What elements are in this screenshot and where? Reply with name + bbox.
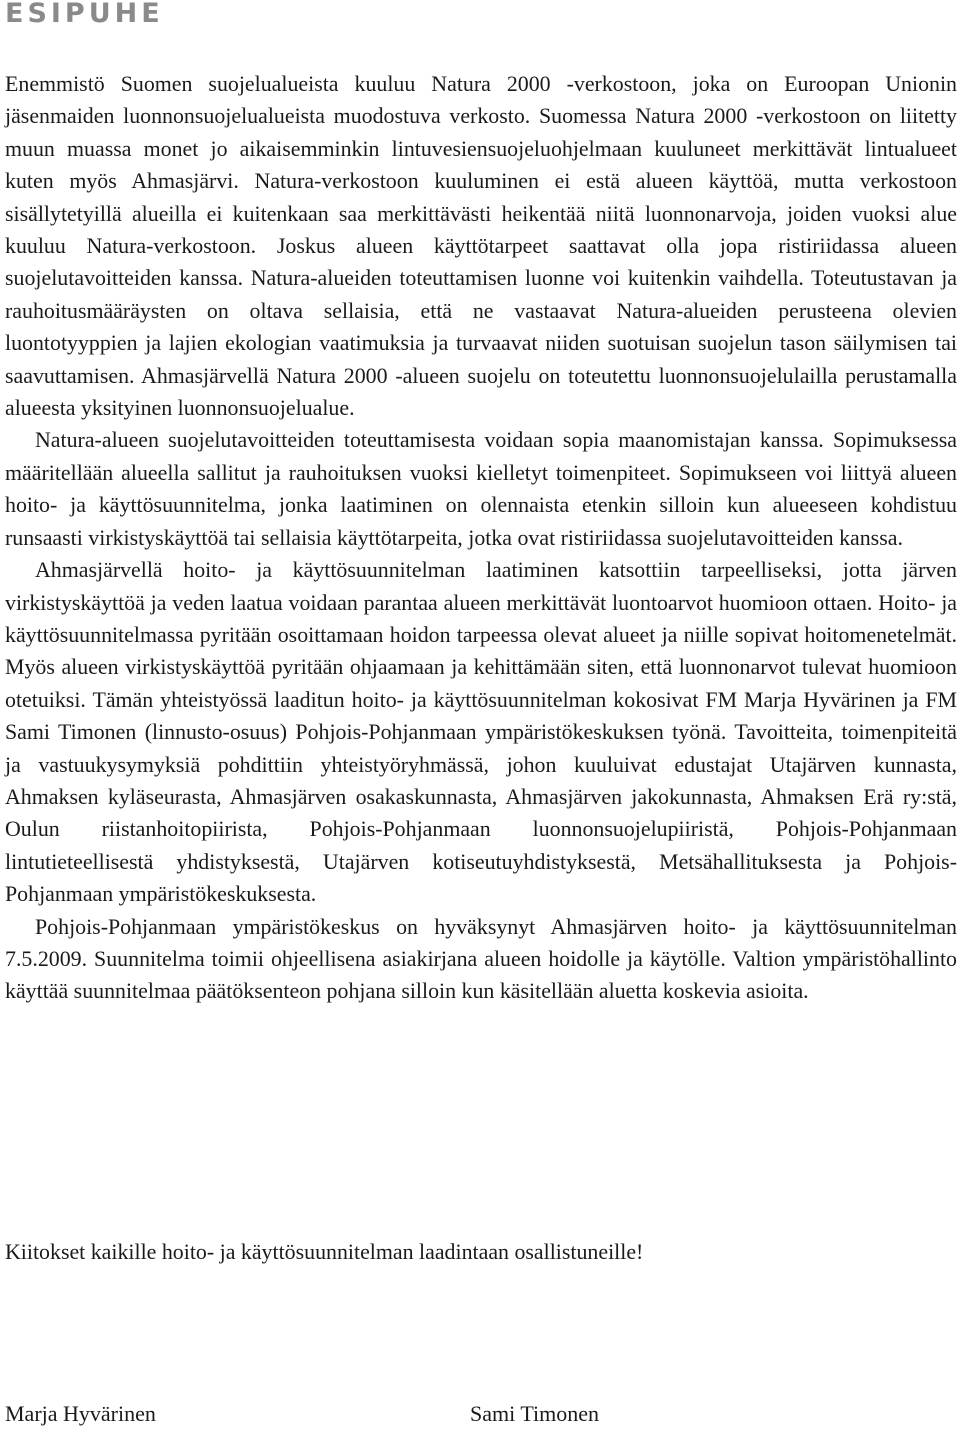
preface-body bbox=[5, 68, 957, 1008]
signature-right: Sami Timonen bbox=[470, 1401, 599, 1426]
signature-left: Marja Hyvärinen bbox=[5, 1401, 156, 1426]
paragraph-3: Ahmasjärvellä hoito- ja käyttösuunnitelman laatiminen katsottiin tarpeelliseksi, jotta järven virkistyskäyttöä ja veden laatua voidaan parantaa alueen merkittävät luontoarvot huomioon ottaen. Hoito- ja käyttösuunnitelmassa pyritään osoittamaan hoidon tarpeessa olevat alueet ja niille sopivat hoitomenetelmät. Myös alueen virkistyskäyttöä pyritään ohjaamaan ja kehittämään siten, että luonnonarvot tulevat huomioon otetuiksi. Tämän yhteistyössä laaditun hoito- ja käyttösuunnitelman kokosivat FM Marja Hyvärinen ja FM Sami Timonen (linnusto-osuus) Pohjois-Pohjanmaan ympäristökeskuksen työnä. Tavoitteita, toimenpiteitä ja vastuukysymyksiä pohdittiin yhteistyöryhmässä, johon kuuluivat edustajat Utajärven kunnasta, Ahmaksen kyläseurasta, Ahmasjärven osakaskunnasta, Ahmasjärven jakokunnasta, Ahmaksen Erä ry:stä, Oulun riistanhoitopiirista, Pohjois-Pohjanmaan luonnonsuojelupiiristä, Pohjois-Pohjanmaan lintutieteellisestä yhdistyksestä, Utajärven kotiseutuyhdistyksestä, Metsähallituksesta ja Pohjois-Pohjanmaan ympäristökeskuksesta. bbox=[5, 557, 957, 907]
paragraph-1: Enemmistö Suomen suojelualueista kuuluu Natura 2000 -verkostoon, joka on Euroopan Unionin jäsenmaiden luonnonsuojelualueista muodostuva verkosto. Suomessa Natura 2000 -verkostoon on liitetty muun muassa monet jo aikaisemminkin lintuvesiensuojeluohjelmaan kuuluneet merkittävät lintualueet kuten myös Ahmasjärvi. Natura-verkostoon kuuluminen ei estä alueen käyttöä, mutta verkostoon sisällytetyillä alueilla ei kuitenkaan saa merkittävästi heikentää niitä luonnonarvoja, joiden vuoksi alue kuuluu Natura-verkostoon. Joskus alueen käyttötarpeet saattavat olla jopa ristiriidassa alueen suojelutavoitteiden kanssa. Natura-alueiden toteuttamisen luonne voi kuitenkin vaihdella. Toteutustavan ja rauhoitusmääräysten on oltava sellaisia, että ne vastaavat Natura-alueiden perusteena olevien luontotyyppien ja lajien ekologian vaatimuksia ja turvaavat niiden suotuisan suojelun tason säilymisen tai saavuttamisen. Ahmasjärvellä Natura 2000 -alueen suojelu on toteutettu luonnonsuojelulailla perustamalla alueesta yksityinen luonnonsuojelualue. bbox=[5, 71, 957, 421]
page-title: ESIPUHE bbox=[5, 0, 164, 29]
thanks-line: Kiitokset kaikille hoito- ja käyttösuunnitelman laadintaan osallistuneille! bbox=[5, 1239, 644, 1264]
paragraph-2: Natura-alueen suojelutavoitteiden toteuttamisesta voidaan sopia maanomistajan kanssa. Sopimuksessa määritellään alueella sallitut ja rauhoituksen vuoksi kielletyt toimenpiteet. Sopimukseen voi liittyä alueen hoito- ja käyttösuunnitelma, jonka laatiminen on olennaista etenkin silloin kun alueeseen kohdistuu runsaasti virkistyskäyttöä tai sellaisia käyttötarpeita, jotka ovat ristiriidassa suojelutavoitteiden kanssa. bbox=[5, 427, 957, 550]
paragraph-4: Pohjois-Pohjanmaan ympäristökeskus on hyväksynyt Ahmasjärven hoito- ja käyttösuunnitelman 7.5.2009. Suunnitelma toimii ohjeellisena asiakirjana alueen hoidolle ja käytölle. Valtion ympäristöhallinto käyttää suunnitelmaa päätöksenteon pohjana silloin kun käsitellään aluetta koskevia asioita. bbox=[5, 913, 957, 1004]
